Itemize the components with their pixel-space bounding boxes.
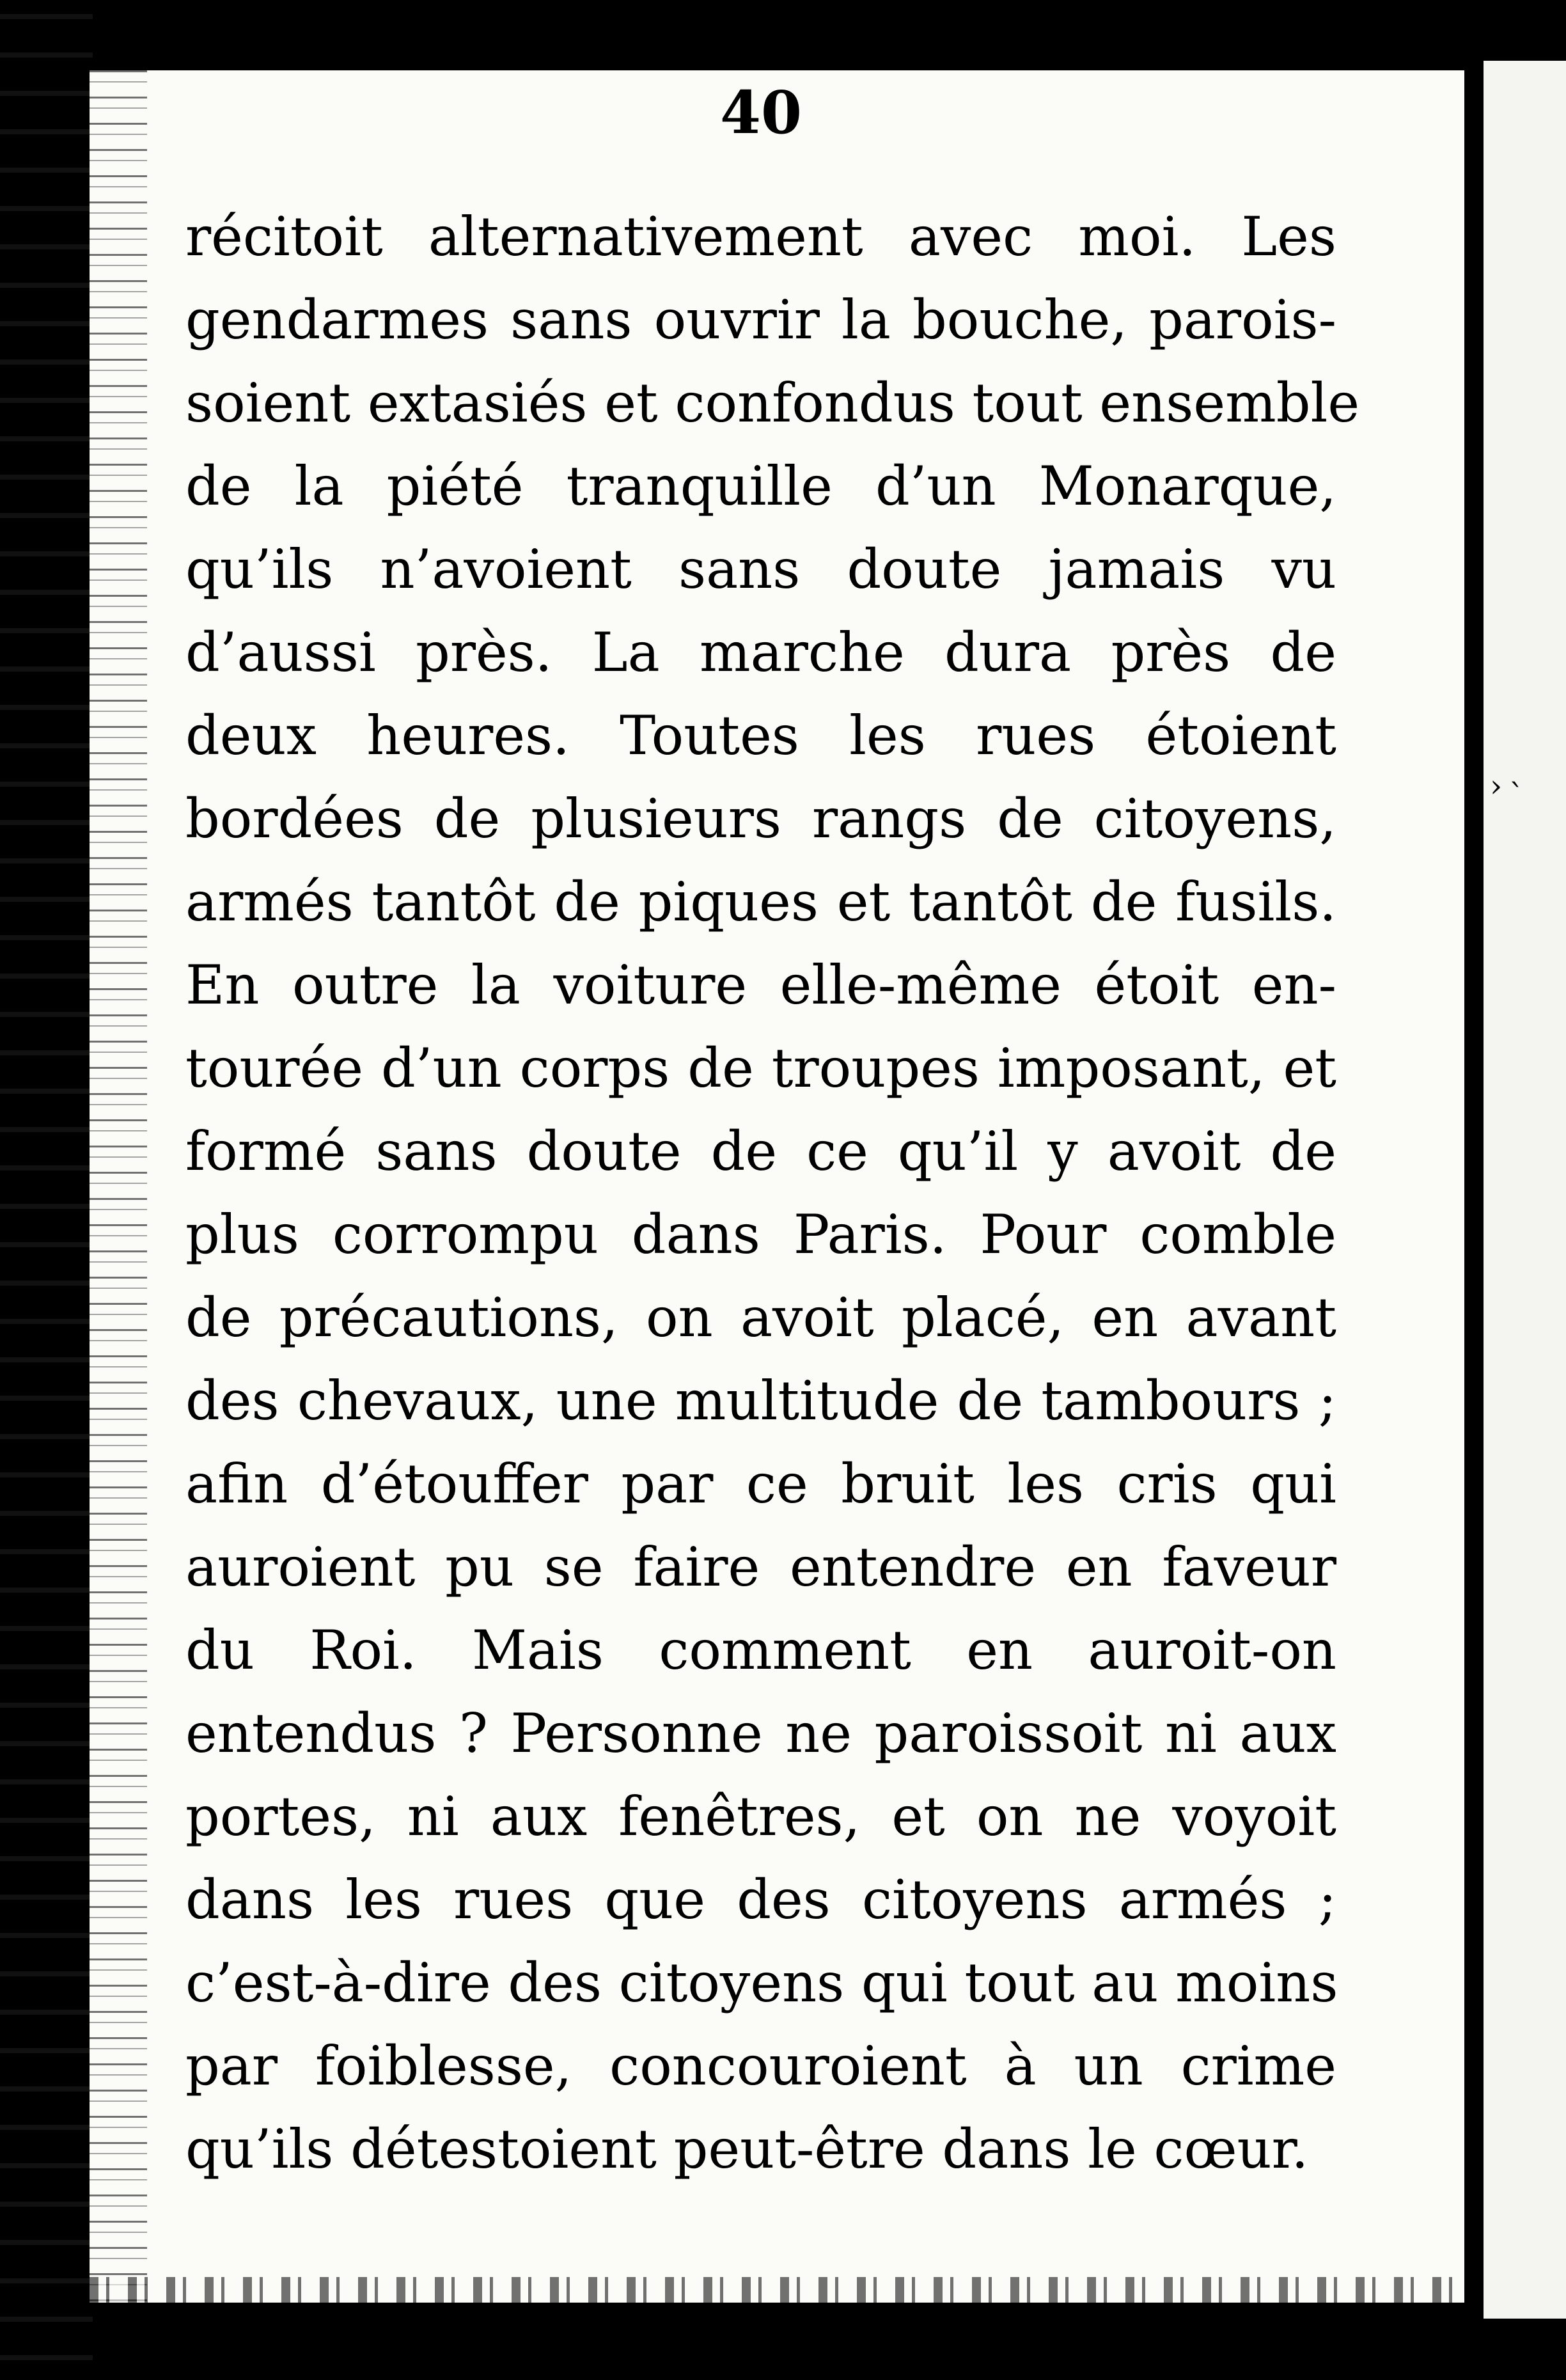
text-line: soient extasiés et confondus tout ensemble (185, 372, 1360, 434)
text-line: bordées de plusieurs rangs de citoyens, (185, 787, 1336, 850)
text-line: entendus ? Personne ne paroissoit ni aux (185, 1702, 1336, 1765)
text-line: En outre la voiture elle-même étoit en- (185, 954, 1336, 1016)
text-line: des chevaux, une multitude de tambours ; (185, 1369, 1336, 1432)
text-line: gendarmes sans ouvrir la bouche, parois- (185, 288, 1336, 351)
text-line: armés tantôt de piques et tantôt de fusils. (185, 871, 1336, 933)
text-line: auroient pu se faire entendre en faveur (185, 1536, 1336, 1598)
text-line: récitoit alternativement avec moi. Les (185, 205, 1336, 268)
facing-page-mark: › (1490, 768, 1503, 804)
facing-page-mark: ` (1509, 778, 1524, 814)
text-line: plus corrompu dans Paris. Pour comble (185, 1203, 1336, 1266)
page-bottom-edge (90, 2277, 1464, 2303)
book-binding-edge (0, 0, 93, 2380)
page-number: 40 (719, 78, 803, 147)
text-line: d’aussi près. La marche dura près de (185, 621, 1336, 684)
text-line: de la piété tranquille d’un Monarque, (185, 455, 1336, 517)
page-inner-margin-shadow (90, 70, 147, 2303)
text-line: deux heures. Toutes les rues étoient (185, 704, 1336, 767)
text-line: de précautions, on avoit placé, en avant (185, 1286, 1336, 1349)
text-line: du Roi. Mais comment en auroit-on (185, 1619, 1336, 1682)
text-line: par foiblesse, concouroient à un crime (185, 2035, 1336, 2097)
text-line: portes, ni aux fenêtres, et on ne voyoit (185, 1785, 1336, 1848)
page-body-text (185, 195, 1360, 2191)
text-line: qu’ils n’avoient sans doute jamais vu (185, 538, 1336, 601)
text-line: c’est-à-dire des citoyens qui tout au moins (185, 1951, 1338, 2014)
text-line: qu’ils détestoient peut-être dans le cœur. (185, 2118, 1309, 2180)
text-line: formé sans doute de ce qu’il y avoit de (185, 1120, 1336, 1183)
text-line: afin d’étouffer par ce bruit les cris qui (185, 1453, 1336, 1515)
book-gutter (1464, 51, 1484, 2328)
text-line: dans les rues que des citoyens armés ; (185, 1868, 1336, 1931)
facing-page-edge (1484, 61, 1566, 2319)
text-line: tourée d’un corps de troupes imposant, et (185, 1037, 1336, 1099)
